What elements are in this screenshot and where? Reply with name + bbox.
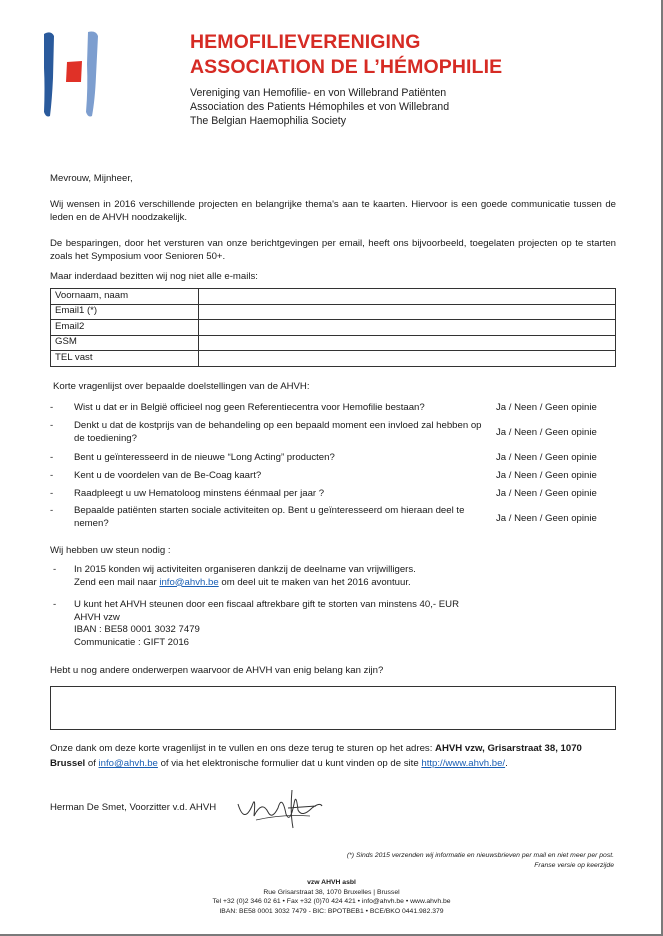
answer-options[interactable]: Ja / Neen / Geen opinie [496, 452, 597, 463]
logo-left-stroke [44, 32, 54, 116]
org-subtitle-french: Association des Patients Hémophiles et von Willebrand [190, 101, 450, 113]
questionnaire-intro: Korte vragenlijst over bepaalde doelstellingen van de AHVH: [53, 381, 310, 392]
closing-paragraph [50, 741, 620, 771]
phone-field[interactable] [199, 351, 616, 367]
closing-text: Onze dank om deze korte vragenlijst in te vullen en ons deze terug te sturen op het adres: [50, 743, 436, 754]
footer-bank: IBAN: BE58 0001 3032 7479 - BIC: BPOTBEB1 • BCE/BKO 0441.982.379 [219, 907, 444, 915]
donation-line1: U kunt het AHVH steunen door een fiscaal aftrekbare gift te storten van minstens 40,- EUR [74, 599, 460, 610]
org-title-french: ASSOCIATION DE L’HÉMOPHILIE [190, 56, 503, 78]
footer-note-line2: Franse versie op keerzijde [534, 862, 614, 869]
row-label-email2: Email2 [51, 320, 199, 336]
closing-text: of via het elektronische formulier dat u kunt vinden op de site [157, 758, 422, 769]
paragraph-communication: Wij wensen in 2016 verschillende projecten en belangrijke thema's aan te kaarten. Hiervoor is een goede communicatie tussen de leden en de AHVH noodzakelijk. [50, 199, 616, 223]
answer-options[interactable]: Ja / Neen / Geen opinie [496, 470, 597, 481]
row-label-email1: Email1 (*) [51, 304, 199, 320]
support-item-volunteers [53, 564, 613, 589]
other-topics-answer-box[interactable] [50, 686, 616, 730]
dash-bullet: - [50, 420, 54, 431]
closing-city: Brussel [50, 758, 86, 769]
dash-bullet: - [50, 488, 54, 499]
org-subtitle [190, 86, 449, 128]
dash-bullet: - [53, 564, 57, 575]
footer-org: vzw AHVH asbl [307, 879, 356, 886]
support-text: om deel uit te maken van het 2016 avontuur. [218, 576, 411, 588]
logo-right-stroke [86, 32, 98, 117]
closing-line1 [50, 741, 620, 756]
dash-bullet: - [53, 599, 57, 610]
contact-table [50, 288, 616, 367]
org-subtitle-dutch: Vereniging van Hemofilie- en von Willebrand Patiënten [190, 87, 447, 99]
row-label-gsm: GSM [51, 335, 199, 351]
closing-text: . [505, 758, 508, 769]
email-link[interactable]: info@ahvh.be [159, 576, 219, 588]
support-volunteers-line1: In 2015 konden wij activiteiten organiseren dankzij de deelname van vrijwilligers. [74, 564, 416, 575]
website-link[interactable]: http://www.ahvh.be/ [421, 758, 506, 769]
email-link[interactable]: info@ahvh.be [98, 758, 158, 769]
row-label-phone: TEL vast [51, 351, 199, 367]
question-text: Denkt u dat de kostprijs van de behandeling op een bepaald moment een invloed zal hebben op de toediening? [74, 420, 482, 444]
table-row [51, 289, 616, 305]
closing-address: AHVH vzw, Grisarstraat 38, 1070 [435, 743, 582, 754]
question-text: Raadpleegt u uw Hematoloog minstens éénmaal per jaar ? [74, 488, 325, 499]
answer-options[interactable]: Ja / Neen / Geen opinie [496, 513, 597, 524]
org-subtitle-english: The Belgian Haemophilia Society [190, 115, 347, 127]
footer-address [0, 878, 663, 916]
salutation: Mevrouw, Mijnheer, [50, 173, 133, 184]
support-item-donation [53, 599, 613, 650]
footer-note [347, 851, 614, 871]
support-heading: Wij hebben uw steun nodig : [50, 545, 171, 556]
donation-line2: AHVH vzw [74, 611, 120, 623]
email2-field[interactable] [199, 320, 616, 336]
question-text: Kent u de voordelen van de Be-Coag kaart? [74, 470, 262, 481]
hemophilia-logo [38, 28, 108, 118]
row-label-name: Voornaam, naam [51, 289, 199, 305]
answer-options[interactable]: Ja / Neen / Geen opinie [496, 488, 597, 499]
table-row [51, 320, 616, 336]
answer-options[interactable]: Ja / Neen / Geen opinie [496, 427, 597, 438]
dash-bullet: - [50, 470, 54, 481]
footer-note-line1: (*) Sinds 2015 verzenden wij informatie en nieuwsbrieven per mail en niet meer per post. [346, 852, 614, 859]
support-volunteers-line2 [74, 577, 613, 590]
table-row [51, 351, 616, 367]
question-text: Wist u dat er in België officieel nog geen Referentiecentra voor Hemofilie bestaan? [74, 402, 425, 413]
footer-contact: Tel +32 (0)2 346 02 61 • Fax +32 (0)70 424 421 • info@ahvh.be • www.ahvh.be [212, 898, 451, 906]
closing-line2 [50, 756, 620, 771]
footer-street: Rue Grisarstraat 38, 1070 Bruxelles | Brussel [263, 888, 400, 896]
paragraph-savings: De besparingen, door het versturen van onze berichtgevingen per email, heeft ons bijvoorbeeld, toegelaten projecten op te starten zoals het Symposium voor Senioren 50+. [50, 238, 616, 262]
table-row [51, 335, 616, 351]
other-topics-question: Hebt u nog andere onderwerpen waarvoor de AHVH van enig belang kan zijn? [50, 665, 384, 676]
question-text: Bepaalde patiënten starten sociale activiteiten op. Bent u geïnteresseerd om hieraan deel te nemen? [74, 505, 465, 529]
paragraph-missing-emails: Maar inderdaad bezitten wij nog niet alle e-mails: [50, 271, 258, 282]
handwritten-signature [232, 784, 327, 834]
table-row [51, 304, 616, 320]
dash-bullet: - [50, 402, 54, 413]
signatory: Herman De Smet, Voorzitter v.d. AHVH [50, 802, 217, 813]
gsm-field[interactable] [199, 335, 616, 351]
donation-iban: IBAN : BE58 0001 3032 7479 [74, 624, 200, 636]
closing-text: of [85, 758, 99, 769]
answer-options[interactable]: Ja / Neen / Geen opinie [496, 402, 597, 413]
dash-bullet: - [50, 452, 54, 463]
name-field[interactable] [199, 289, 616, 305]
support-text: Zend een mail naar [74, 576, 160, 588]
logo-red-block [66, 61, 82, 82]
org-title-dutch: HEMOFILIEVERENIGING [190, 31, 421, 53]
email1-field[interactable] [199, 304, 616, 320]
org-title [190, 30, 502, 80]
donation-communication: Communicatie : GIFT 2016 [74, 636, 189, 648]
dash-bullet: - [50, 505, 54, 516]
question-text: Bent u geïnteresseerd in de nieuwe “Long Acting” producten? [74, 452, 335, 463]
